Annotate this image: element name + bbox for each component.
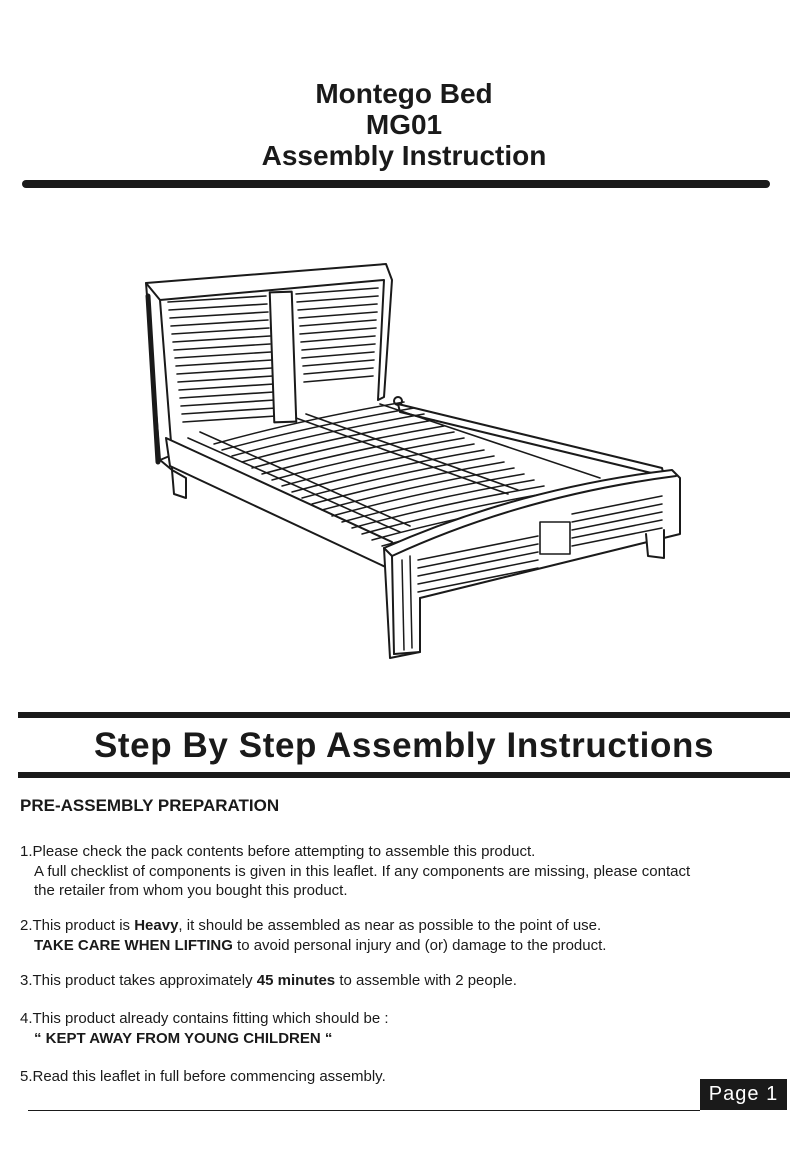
instruction-3-post: to assemble with 2 people. bbox=[335, 972, 517, 989]
section-banner: Step By Step Assembly Instructions bbox=[93, 726, 715, 765]
instruction-2-line2-post: to avoid personal injury and (or) damage to the product. bbox=[232, 936, 607, 954]
instruction-5: 5.Read this leaflet in full before commencing assembly. bbox=[20, 1068, 386, 1085]
instruction-4 bbox=[20, 1009, 389, 1048]
instruction-2-line2 bbox=[20, 936, 606, 956]
title-block bbox=[0, 78, 808, 171]
footer-rule bbox=[28, 1110, 700, 1111]
model-number: MG01 bbox=[365, 109, 443, 140]
banner-rule-bottom bbox=[18, 772, 790, 778]
instruction-1-line3: the retailer from whom you bought this product. bbox=[34, 882, 348, 899]
title-divider bbox=[22, 180, 770, 188]
banner-rule-top bbox=[18, 712, 790, 718]
instruction-1-line1: 1.Please check the pack contents before attempting to assemble this product. bbox=[20, 843, 536, 860]
instruction-2-line1 bbox=[20, 916, 606, 936]
instruction-2 bbox=[20, 916, 606, 955]
instruction-2-post: , it should be assembled as near as possible to the point of use. bbox=[178, 917, 602, 934]
instruction-3 bbox=[20, 971, 517, 991]
lifting-warning: TAKE CARE WHEN LIFTING bbox=[34, 936, 233, 954]
children-warning: “ KEPT AWAY FROM YOUNG CHILDREN “ bbox=[34, 1029, 333, 1047]
bed-illustration bbox=[0, 190, 808, 690]
page-title: Montego Bed bbox=[315, 78, 493, 109]
heavy-warning: Heavy bbox=[134, 917, 179, 934]
instruction-3-pre: 3.This product takes approximately bbox=[20, 972, 257, 989]
instruction-1 bbox=[20, 842, 690, 901]
assembly-time: 45 minutes bbox=[256, 972, 336, 989]
preparation-heading: PRE-ASSEMBLY PREPARATION bbox=[20, 796, 280, 815]
page-number-badge: Page 1 bbox=[700, 1079, 787, 1110]
page-subtitle: Assembly Instruction bbox=[261, 140, 547, 171]
bed-illustration-icon bbox=[0, 190, 808, 690]
instruction-2-pre: 2.This product is bbox=[20, 917, 135, 934]
instruction-4-line1: 4.This product already contains fitting which should be : bbox=[20, 1010, 389, 1027]
instruction-1-line2: A full checklist of components is given in this leaflet. If any components are missing, please contact bbox=[34, 862, 691, 880]
